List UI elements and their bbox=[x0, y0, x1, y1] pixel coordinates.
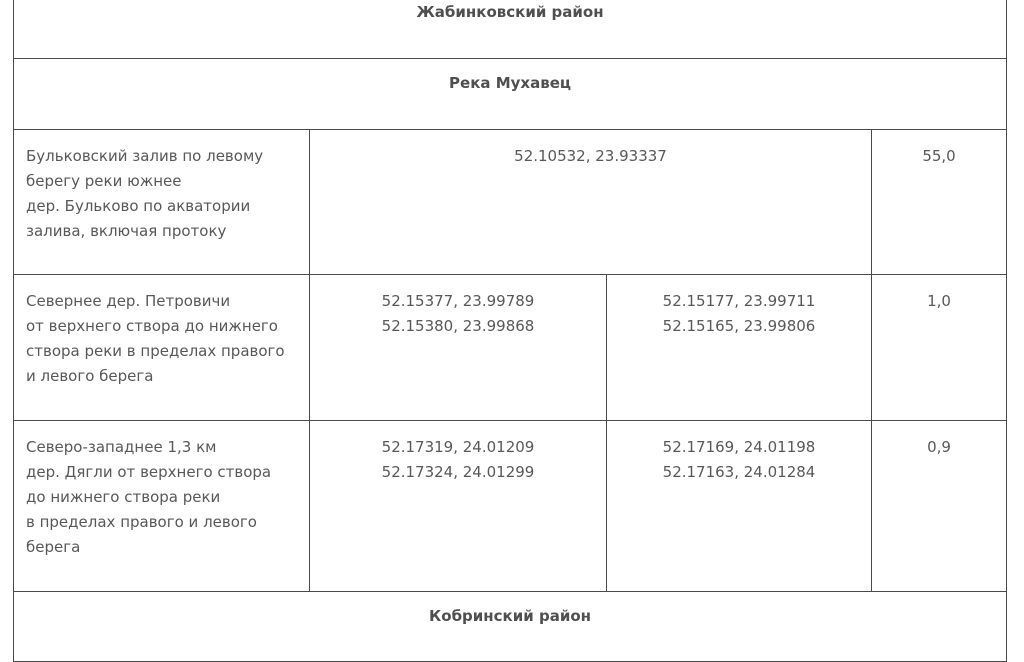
section-heading-zhabinka bbox=[14, 0, 1007, 59]
description-line: Бульковский залив по левому bbox=[26, 147, 264, 165]
coordinate-value: 52.17163, 24.01284 bbox=[662, 463, 816, 481]
length-cell bbox=[872, 130, 1007, 275]
zones-table bbox=[13, 0, 1007, 662]
length-cell bbox=[872, 275, 1007, 421]
length-value: 0,9 bbox=[927, 438, 951, 456]
description-cell bbox=[14, 275, 310, 421]
description-line: створа реки в пределах правого bbox=[26, 342, 285, 360]
section-title-river: Река Мухавец bbox=[449, 74, 572, 92]
table-row bbox=[14, 130, 1007, 275]
description-line: Северо-западнее 1,3 км bbox=[26, 438, 217, 456]
table-row bbox=[14, 421, 1007, 592]
description-cell bbox=[14, 421, 310, 592]
description-line: в пределах правого и левого bbox=[26, 513, 257, 531]
coordinates-cell-left-bank bbox=[607, 421, 872, 592]
coordinate-value: 52.17324, 24.01299 bbox=[381, 463, 535, 481]
coordinates-cell bbox=[310, 130, 872, 275]
coordinates-cell-right-bank bbox=[310, 275, 607, 421]
coordinate-value: 52.17169, 24.01198 bbox=[662, 438, 816, 456]
coordinate-value: 52.15377, 23.99789 bbox=[381, 292, 535, 310]
description-line: залива, включая протоку bbox=[26, 222, 227, 240]
description-line: берегу реки южнее bbox=[26, 172, 182, 190]
coordinate-value: 52.15177, 23.99711 bbox=[662, 292, 816, 310]
description-line: Севернее дер. Петровичи bbox=[26, 292, 231, 310]
section-heading-river bbox=[14, 59, 1007, 130]
coordinate-value: 52.15165, 23.99806 bbox=[662, 317, 816, 335]
length-value: 1,0 bbox=[927, 292, 951, 310]
section-heading-kobrin bbox=[14, 592, 1007, 662]
section-title-zhabinka: Жабинковский район bbox=[416, 3, 604, 21]
coordinates-cell-left-bank bbox=[607, 275, 872, 421]
coordinates-cell-right-bank bbox=[310, 421, 607, 592]
section-row-kobrin bbox=[14, 592, 1007, 662]
description-line: от верхнего створа до нижнего bbox=[26, 317, 278, 335]
section-title-kobrin: Кобринский район bbox=[429, 607, 592, 625]
table-row bbox=[14, 275, 1007, 421]
length-value: 55,0 bbox=[922, 147, 956, 165]
coordinate-value: 52.17319, 24.01209 bbox=[381, 438, 535, 456]
section-row-zhabinka bbox=[14, 0, 1007, 59]
length-cell bbox=[872, 421, 1007, 592]
description-line: и левого берега bbox=[26, 367, 154, 385]
description-line: берега bbox=[26, 538, 81, 556]
coordinate-value: 52.10532, 23.93337 bbox=[514, 147, 667, 165]
coordinate-value: 52.15380, 23.99868 bbox=[381, 317, 535, 335]
description-line: дер. Дягли от верхнего створа bbox=[26, 463, 272, 481]
section-row-river bbox=[14, 59, 1007, 130]
description-line: дер. Бульково по акватории bbox=[26, 197, 251, 215]
description-line: до нижнего створа реки bbox=[26, 488, 221, 506]
description-cell bbox=[14, 130, 310, 275]
